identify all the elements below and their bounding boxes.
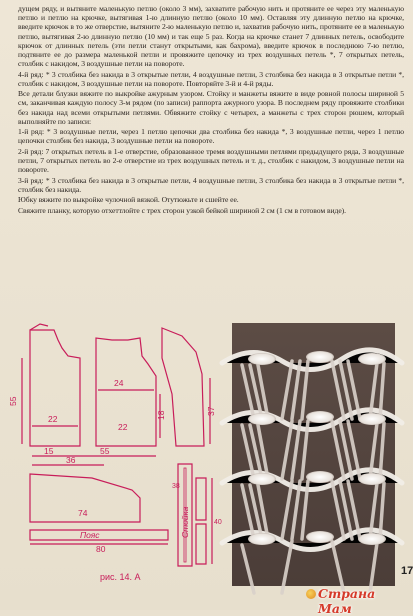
knit-texture: [232, 323, 395, 586]
paragraph: 4-й ряд: * 3 столбика без накида в 3 открытые петли, 4 воздушные петли, 3 столбика без накида в 3 открытые петли *, столбик с накидом, 3 воздушные петли на повороте. Повторяйте 3-й и 4-й ряды.: [18, 69, 404, 88]
dim-label: 36: [66, 455, 76, 465]
article-text: [18, 4, 404, 215]
paragraph: Свяжите планку, которую отхеттлойте с трех сторон узкой бейкой шириной 2 см (1 см в готовом виде).: [18, 205, 346, 215]
paragraph: 3-й ряд: * 3 столбика без накида в 3 открытые петли, 4 воздушные петли, 3 столбика без накида в 3 открытые петли *, столбик без накида.: [18, 175, 404, 194]
pattern-diagram: [10, 318, 232, 588]
dim-label: 18: [156, 410, 166, 420]
watermark: Страна Мам: [318, 586, 376, 616]
dim-label: 37: [206, 406, 216, 416]
paragraph: 2-й ряд: 7 открытых петель в 1-е отверстие, образованное тремя воздушными петлями предыдущего ряда, 3 воздушные петли, 7 открытых петель во 2-е отверстие из трех воздушных петель и т. д., столбик с накидом, 3 воздушные петли на повороте.: [18, 146, 404, 175]
dim-label: 24: [114, 378, 124, 388]
paragraph: Все детали блузки вяжите по выкройке ажурным узором. Стойку и манжеты вяжите в виде ровной полосы шириной 5 см, заканчивая каждую полосу 3-м рядом (по записи) раппорта ажурного узора. В последнем ряду провяжите столбики без накида над всеми открытыми петлями. Обвяжите стойку с четырех, а манжеты с трех сторон рюшем, который выполняйте по записи:: [18, 89, 404, 126]
watermark-logo-icon: [306, 589, 316, 599]
paragraph: Юбку вяжите по выкройке чулочной вязкой. Отутюжьте и сшейте ее.: [18, 195, 239, 205]
stand-label: Стойка: [180, 506, 190, 538]
knit-pattern-photo: [232, 323, 395, 586]
paragraph: 1-й ряд: * 3 воздушные петли, через 1 петлю цепочки два столбика без накида *, 3 воздушные петли, через 1 петлю цепочки столбик без накида, 3 воздушные петли на повороте.: [18, 127, 404, 146]
figure-caption: рис. 14. А: [100, 572, 141, 582]
dim-label: 22: [48, 414, 58, 424]
page-number: 17: [401, 565, 413, 577]
dim-label: 22: [118, 422, 128, 432]
dim-label: 55: [100, 446, 110, 456]
paragraph: дущем ряду, и вытяните маленькую петлю (около 3 мм), захватите рабочую нить и протяните ее через эту маленькую петлю и петлю на крючке, вытягивая 1-ю длинную петлю (около 10 мм). Оставляя эту длинную петлю на крючке, введите крючок в то же отверстие, вытяните 2-ю маленькую петлю и, захватив рабочую нить, протяните ее в маленькую петлю, вытягивая 2-ю длинную петлю (10 мм) и так еще 5 раз. Когда на крючке станет 7 длинных петель, освободите крючок от длинных петель (эти петли станут открытыми, как бахрома), введите крючок в последнюю 7-ю петлю, подтяните ее до размера маленькой петли и провяжите цепочку из трех воздушных петель *, 7 открытых петель, столбик с накидом, 3 воздушные петли на повороте.: [18, 4, 404, 69]
dim-label: 55: [8, 396, 18, 406]
dim-label: 40: [214, 519, 222, 526]
dim-label: 38: [172, 483, 180, 490]
dim-label: 74: [78, 508, 88, 518]
dim-label: 80: [96, 544, 106, 554]
belt-label: Пояс: [80, 530, 100, 540]
dim-label: 15: [44, 446, 54, 456]
